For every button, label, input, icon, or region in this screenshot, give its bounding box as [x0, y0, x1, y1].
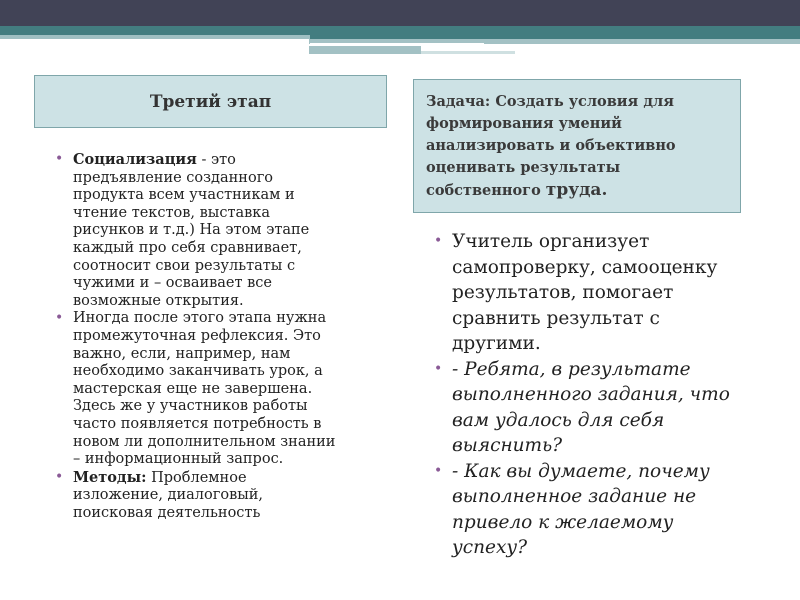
stage-title-box [34, 75, 387, 128]
list-item [52, 310, 382, 468]
stage-title: Третий этап [149, 91, 272, 112]
list-item [52, 469, 382, 523]
term: Методы: [73, 468, 147, 486]
description: - это предъявление созданного продукта всем участникам и чтение текстов, выставка рисунков и т.д.) На этом этапе каждый про себя сравнивает, соотносит свои результаты с чужими и – осваивает все возможные открытия. [73, 152, 310, 309]
list-item-question: • - Как вы думаете, почему выполненное задание не привело к желаемому успеху? [431, 459, 771, 561]
stage-description-list [52, 151, 382, 522]
accent-stripe [421, 51, 515, 54]
header-bar [0, 0, 800, 26]
list-item: • Учитель организует самопроверку, самооценку результатов, помогает сравнить результат с другими. [431, 229, 771, 357]
teacher-actions-list [431, 229, 771, 561]
task-text: Задача: Создать условия для формирования умений анализировать и объективно оценивать результаты собственного [426, 93, 676, 199]
description: Проблемное изложение, диалоговый, поисковая деятельность [73, 469, 264, 521]
accent-stripe [309, 46, 421, 54]
term: Социализация [73, 151, 197, 168]
list-item-question: • - Ребята, в результате выполненного задания, что вам удалось для себя выяснить? [431, 357, 771, 459]
list-item [52, 151, 382, 310]
task-box [413, 79, 741, 213]
accent-stripe [310, 43, 484, 45]
description: Иногда после этого этапа нужна промежуточная рефлексия. Это важно, если, например, нам необходимо заканчивать урок, а мастерская еще не завершена. Здесь же у участников работы часто появляется потребность в новом ли дополнительном знании – информационный запрос. [73, 310, 336, 468]
accent-stripe [0, 35, 310, 39]
task-text-emphasis: труда. [545, 180, 608, 200]
